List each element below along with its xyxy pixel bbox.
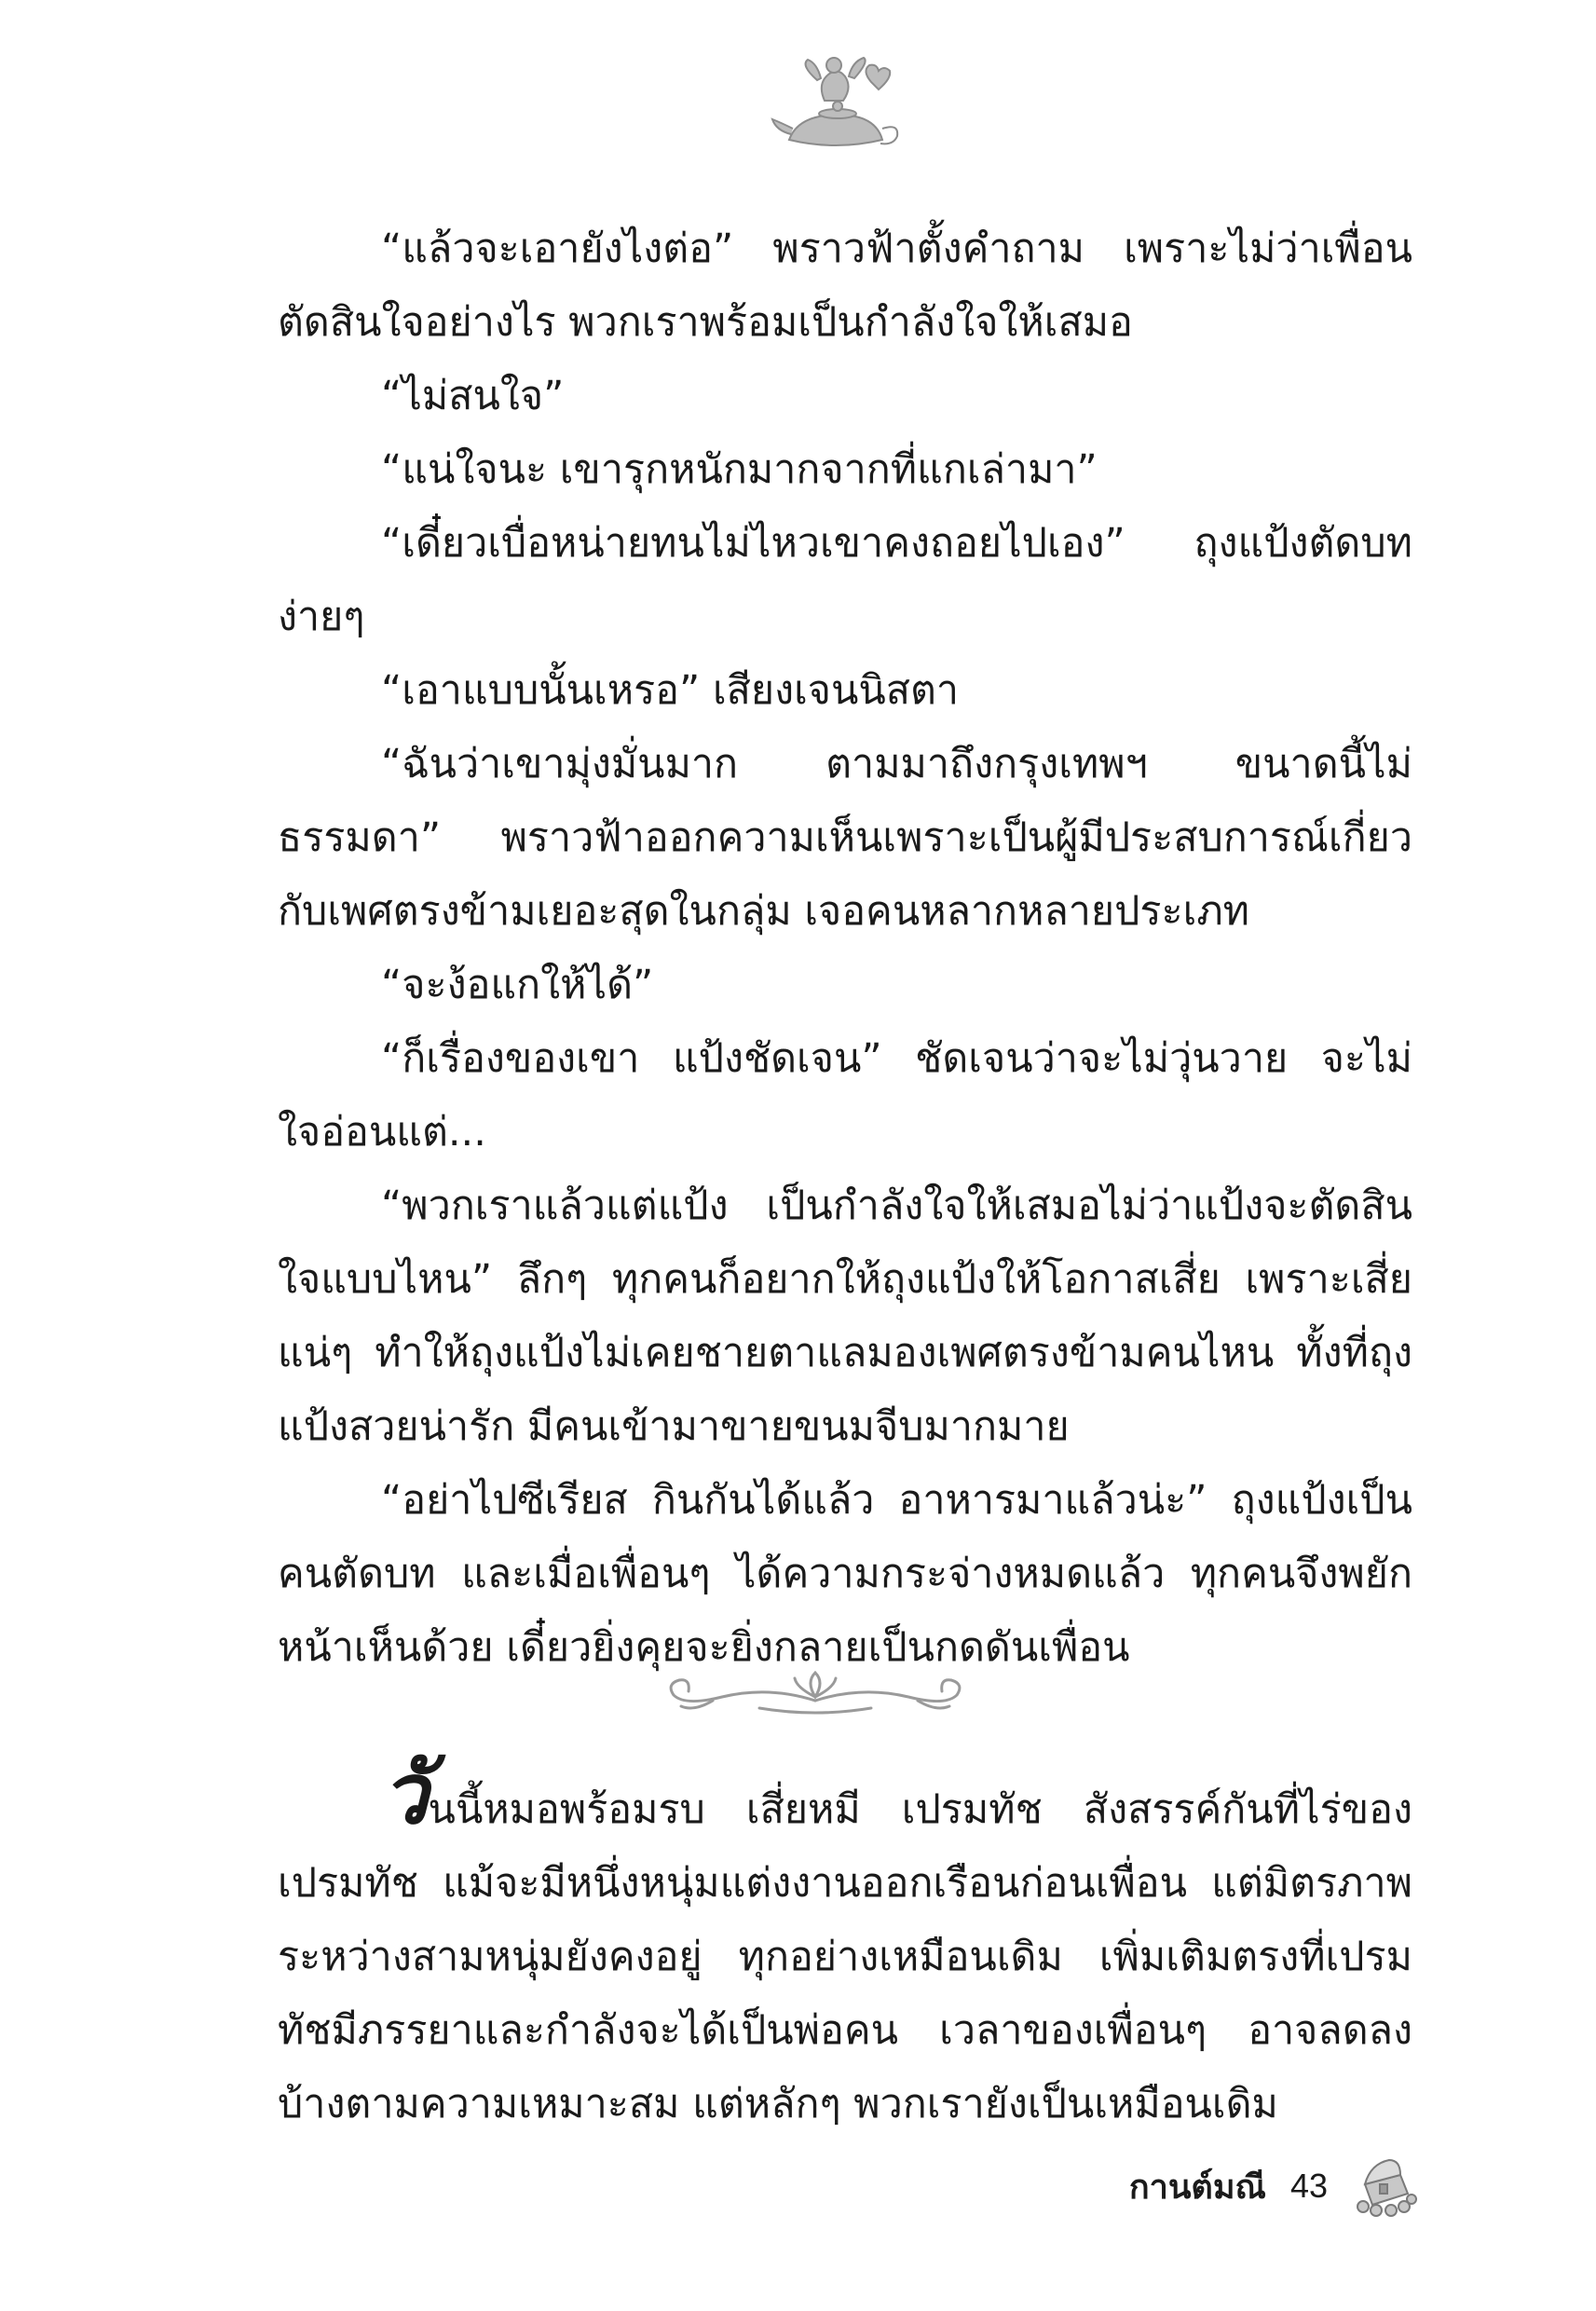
section-paragraph-text: นนี้หมอพร้อมรบ เสี่ยหมี เปรมทัช สังสรรค์กันที่ไร่ของเปรมทัช แม้จะมีหนึ่งหนุ่มแต่งงานออกเรือนก่อนเพื่อน แต่มิตรภาพระหว่างสามหนุ่มยังคงอยู่ ทุกอย่างเหมือนเดิม เพิ่มเติมตรงที่เปรมทัชมีภรรยาและกำลังจะได้เป็นพ่อคน เวลาของเพื่อนๆ อาจลดลงบ้างตามความเหมาะสม แต่หลักๆ พวกเรายังเป็นเหมือนเดิม (278, 1786, 1412, 2127)
paragraph-8: “ก็เรื่องของเขา แป้งชัดเจน” ชัดเจนว่าจะไม่วุ่นวาย จะไม่ใจอ่อนแต่... (278, 1035, 1412, 1156)
section-paragraph (278, 1744, 1412, 2141)
drop-cap: วั (381, 1744, 429, 1843)
paragraph-10: “อย่าไปซีเรียส กินกันได้แล้ว อาหารมาแล้วน่ะ” ถุงแป้งเป็นคนตัดบท และเมื่อเพื่อนๆ ได้ความกระจ่างหมดแล้ว ทุกคนจึงพยักหน้าเห็นด้วย เดี๋ยวยิ่งคุยจะยิ่งกลายเป็นกดดันเพื่อน (278, 1477, 1412, 1671)
page-footer (1129, 2153, 1419, 2220)
author-name: กานต์มณี (1128, 2167, 1266, 2206)
paragraph-7: “จะง้อแกให้ได้” (381, 962, 654, 1008)
paragraph-3: “แน่ใจนะ เขารุกหนักมากจากที่แกเล่ามา” (381, 446, 1098, 493)
flourish-divider-icon (657, 1663, 974, 1729)
paragraph-5: “เอาแบบนั้นเหรอ” เสียงเจนนิสตา (381, 667, 960, 714)
paragraph-9: “พวกเราแล้วแต่แป้ง เป็นกำลังใจให้เสมอไม่ว่าแป้งจะตัดสินใจแบบไหน” ลึกๆ ทุกคนก็อยากให้ถุงแป้งให้โอกาสเสี่ย เพราะเสี่ยแน่ๆ ทำให้ถุงแป้งไม่เคยชายตาแลมองเพศตรงข้ามคนไหน ทั้งที่ถุงแป้งสวยน่ารัก มีคนเข้ามาขายขนมจีบมากมาย (278, 1183, 1412, 1450)
paragraph-1: “แล้วจะเอายังไงต่อ” พราวฟ้าตั้งคำถาม เพราะไม่ว่าเพื่อนตัดสินใจอย่างไร พวกเราพร้อมเป็นกำลังใจให้เสมอ (278, 226, 1412, 346)
page-number: 43 (1289, 2167, 1328, 2205)
paragraph-4: “เดี๋ยวเบื่อหน่ายทนไม่ไหวเขาคงถอยไปเอง” ถุงแป้งตัดบทง่ายๆ (278, 520, 1412, 640)
teapot-cupid-ornament-icon (769, 54, 904, 157)
paragraph-2: “ไม่สนใจ” (381, 373, 565, 419)
treasure-chest-icon (1352, 2153, 1419, 2220)
body-text (278, 212, 1412, 1685)
paragraph-6: “ฉันว่าเขามุ่งมั่นมาก ตามมาถึงกรุงเทพฯ ขนาดนี้ไม่ธรรมดา” พราวฟ้าออกความเห็นเพราะเป็นผู้มีประสบการณ์เกี่ยวกับเพศตรงข้ามเยอะสุดในกลุ่ม เจอคนหลากหลายประเภท (278, 741, 1412, 935)
chapter-section (278, 1744, 1412, 2141)
